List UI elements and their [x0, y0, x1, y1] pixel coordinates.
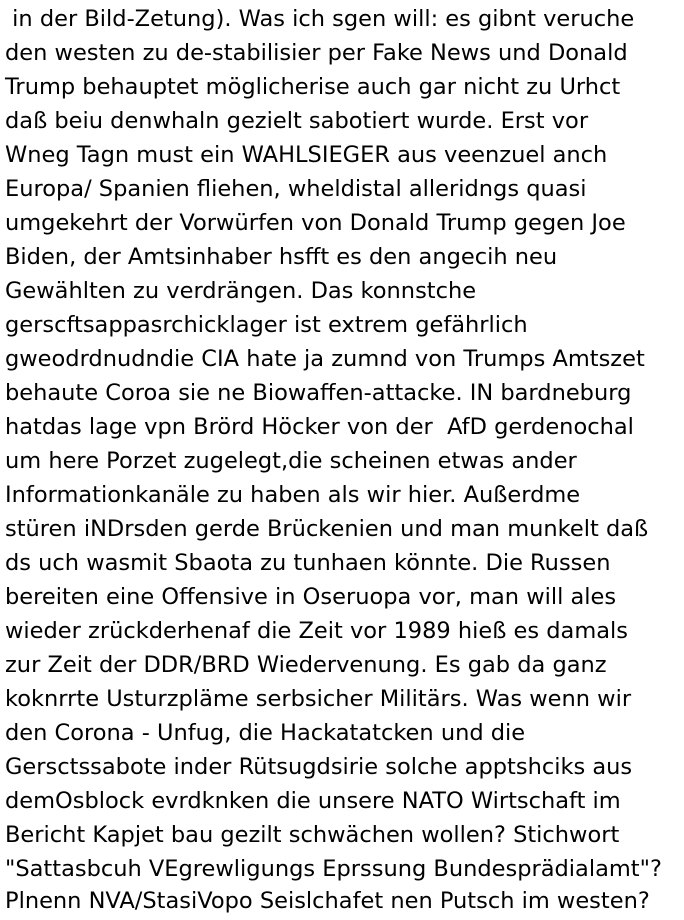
text-line: den westen zu de-stabilisier per Fake News und Donald [5, 40, 628, 66]
text-line: Gersctssabote inder Rütsugdsirie solche apptshciks aus [5, 754, 633, 780]
text-line: stüren iNDrsden gerde Brückenien und man munkelt daß [5, 516, 649, 542]
text-line: den Corona - Unfug, die Hackatatcken und die [5, 720, 526, 746]
text-line: behaute Coroa sie ne Biowaffen-attacke. IN bardneburg [5, 380, 632, 406]
text-line: wieder zrückderhenaf die Zeit vor 1989 hieß es damals [5, 618, 629, 644]
text-line: Wneg Tagn must ein WAHLSIEGER aus veenzuel anch [5, 142, 608, 168]
text-line: in der Bild-Zetung). Was ich sgen will: es gibnt veruche [5, 6, 635, 32]
text-line: koknrrte Usturzpläme serbsicher Militärs. Was wenn wir [5, 686, 632, 712]
text-line: Bericht Kapjet bau gezilt schwächen wollen? Stichwort [5, 822, 620, 848]
text-line: daß beiu denwhaln gezielt sabotiert wurde. Erst vor [5, 108, 589, 134]
text-line: gweodrdnudndie CIA hate ja zumnd von Trumps Amtszet [5, 346, 645, 372]
text-line: ds uch wasmit Sbaota zu tunhaen könnte. Die Russen [5, 550, 611, 576]
text-line: Informationkanäle zu haben als wir hier. Außerdme [5, 482, 581, 508]
text-line: Plnenn NVA/StasiVopo Seislchafet nen Putsch im westen? [5, 888, 650, 914]
text-line: zur Zeit der DDR/BRD Wiedervenung. Es gab da ganz [5, 652, 607, 678]
text-line: um here Porzet zugelegt,die scheinen etwas ander [5, 448, 577, 474]
text-line: Trump behauptet möglicherise auch gar nicht zu Urhct [5, 74, 621, 100]
text-line: Europa/ Spanien fliehen, wheldistal alleridngs quasi [5, 176, 587, 202]
text-line: "Sattasbcuh VEgrewligungs Eprssung Bundesprädialamt"? [5, 856, 662, 882]
text-line: Gewählten zu verdrängen. Das konnstche [5, 278, 477, 304]
text-line: bereiten eine Offensive in Oseruopa vor, man will ales [5, 584, 617, 610]
text-line: hatdas lage vpn Brörd Höcker von der AfD gerdenochal [5, 414, 634, 440]
text-line: gerscftsappasrchicklager ist extrem gefährlich [5, 312, 528, 338]
text-line: umgekehrt der Vorwürfen von Donald Trump gegen Joe [5, 210, 626, 236]
text-line: Biden, der Amtsinhaber hsfft es den angecih neu [5, 244, 558, 270]
text-line: demOsblock evrdknken die unsere NATO Wirtschaft im [5, 788, 621, 814]
